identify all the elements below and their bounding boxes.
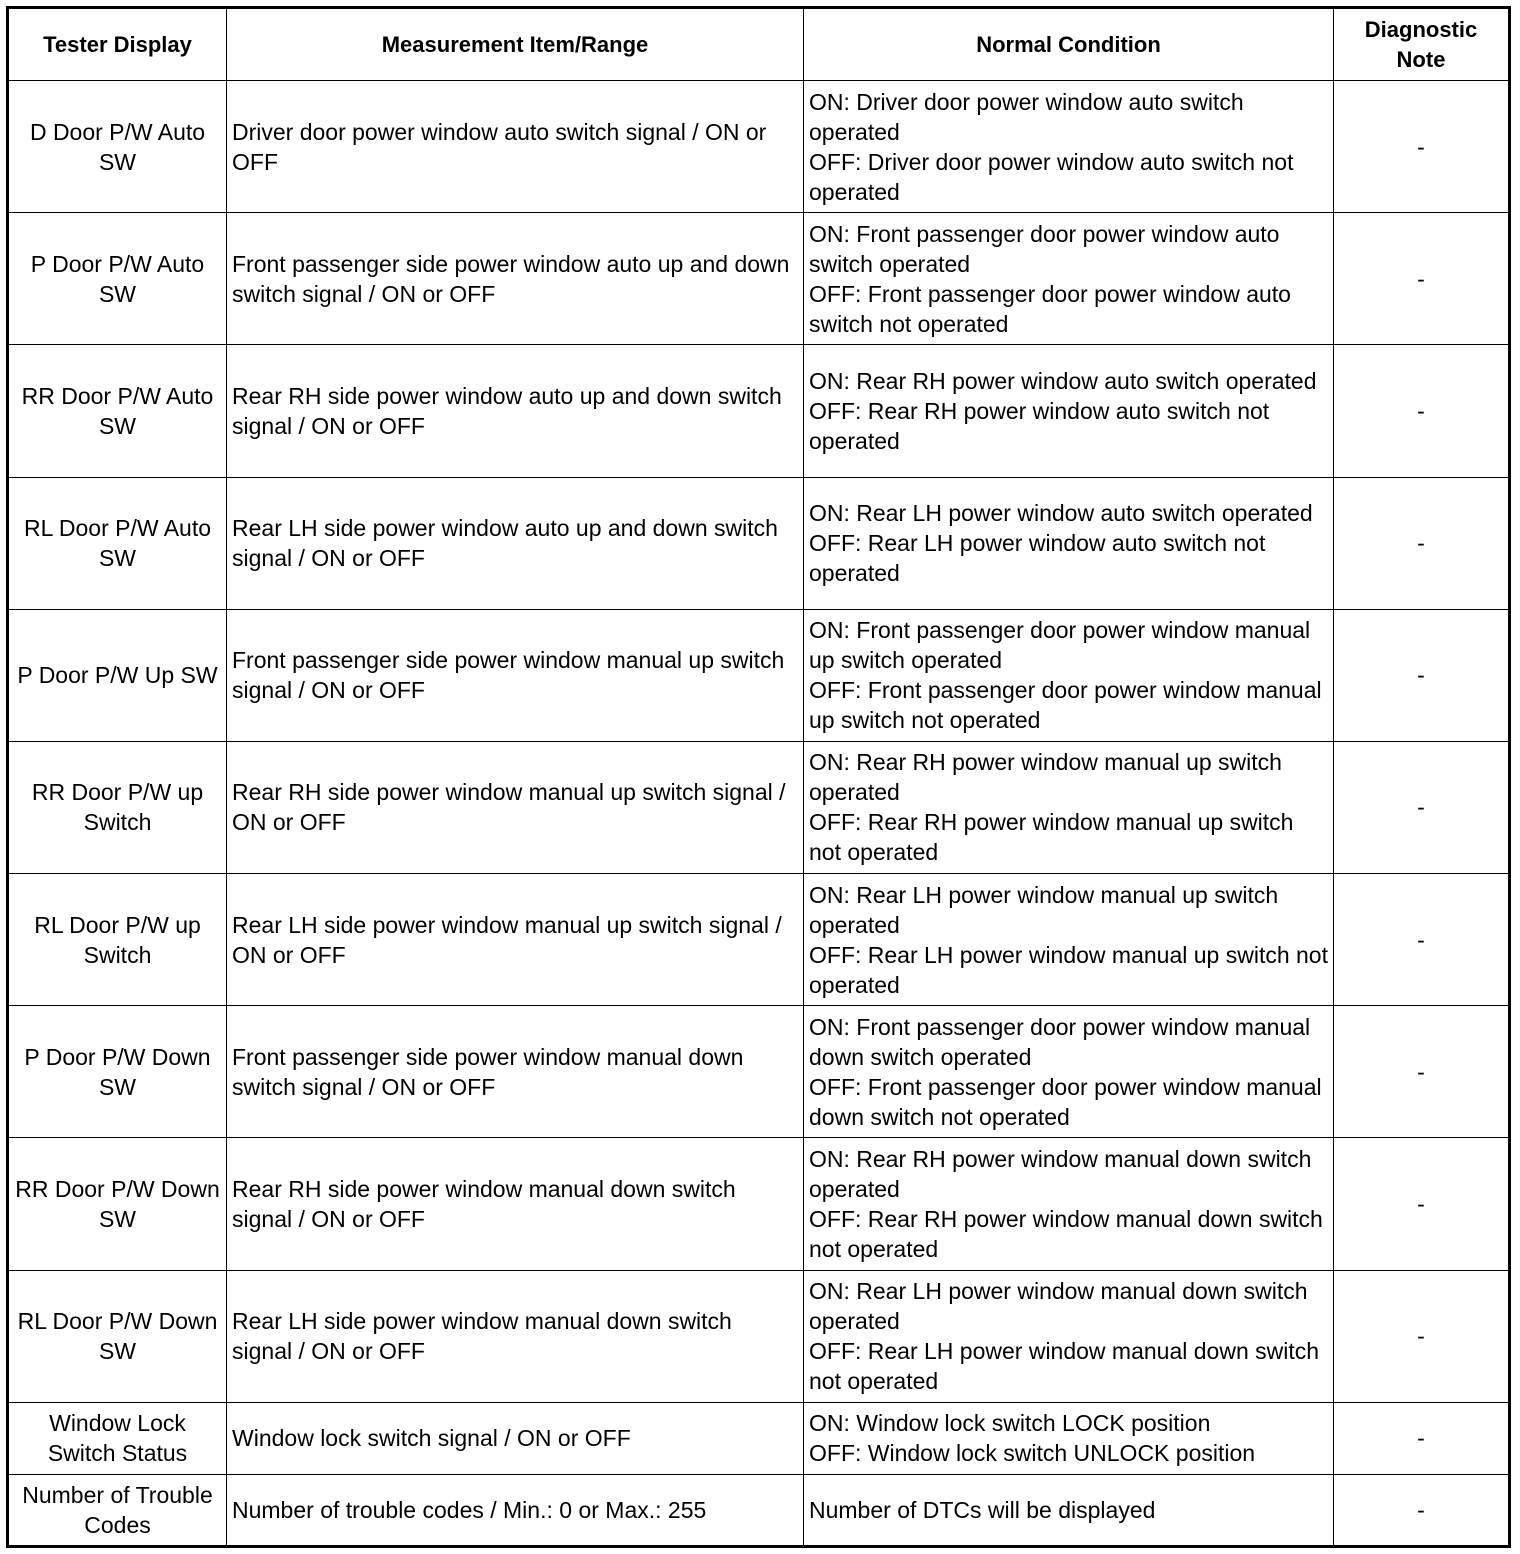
tester-display-cell: P Door P/W Down SW bbox=[8, 1006, 227, 1138]
normal-off-text: OFF: Window lock switch UNLOCK position bbox=[809, 1440, 1256, 1467]
diagnostic-note-cell: - bbox=[1334, 1402, 1510, 1474]
tester-display-cell: D Door P/W Auto SW bbox=[8, 81, 227, 213]
normal-condition-cell bbox=[804, 1138, 1334, 1270]
diagnostic-data-table bbox=[6, 6, 1511, 1548]
table-header-row bbox=[8, 8, 1510, 81]
diagnostic-note-cell: - bbox=[1334, 477, 1510, 609]
normal-on-text: ON: Front passenger door power window manual down switch operated bbox=[809, 1013, 1311, 1070]
measurement-cell: Window lock switch signal / ON or OFF bbox=[227, 1402, 804, 1474]
header-normal-condition: Normal Condition bbox=[804, 8, 1334, 81]
table-row bbox=[8, 741, 1510, 873]
table-row bbox=[8, 1402, 1510, 1474]
tester-display-cell: P Door P/W Up SW bbox=[8, 609, 227, 741]
measurement-cell: Front passenger side power window manual up switch signal / ON or OFF bbox=[227, 609, 804, 741]
header-measurement-item: Measurement Item/Range bbox=[227, 8, 804, 81]
table-row bbox=[8, 1270, 1510, 1402]
normal-condition-cell bbox=[804, 345, 1334, 477]
normal-condition-cell bbox=[804, 741, 1334, 873]
normal-condition-cell: Number of DTCs will be displayed bbox=[804, 1474, 1334, 1546]
table-row bbox=[8, 213, 1510, 345]
normal-off-text: OFF: Front passenger door power window manual down switch not operated bbox=[809, 1073, 1322, 1130]
tester-display-cell: Window Lock Switch Status bbox=[8, 1402, 227, 1474]
normal-condition-cell bbox=[804, 213, 1334, 345]
table-row bbox=[8, 609, 1510, 741]
header-diagnostic-note: Diagnostic Note bbox=[1334, 8, 1510, 81]
measurement-cell: Rear LH side power window manual down switch signal / ON or OFF bbox=[227, 1270, 804, 1402]
diagnostic-note-cell: - bbox=[1334, 874, 1510, 1006]
normal-on-text: ON: Driver door power window auto switch operated bbox=[809, 88, 1244, 145]
normal-on-text: ON: Rear RH power window manual up switch operated bbox=[809, 749, 1282, 806]
tester-display-cell: RL Door P/W Down SW bbox=[8, 1270, 227, 1402]
tester-display-cell: RR Door P/W Auto SW bbox=[8, 345, 227, 477]
tester-display-cell: P Door P/W Auto SW bbox=[8, 213, 227, 345]
normal-on-text: ON: Rear LH power window manual up switch operated bbox=[809, 881, 1279, 938]
table-row bbox=[8, 345, 1510, 477]
diagnostic-note-cell: - bbox=[1334, 345, 1510, 477]
table-row bbox=[8, 1138, 1510, 1270]
diagnostic-note-cell: - bbox=[1334, 609, 1510, 741]
normal-off-text: OFF: Rear RH power window manual down switch not operated bbox=[809, 1205, 1323, 1262]
tester-display-cell: RR Door P/W up Switch bbox=[8, 741, 227, 873]
table-row bbox=[8, 477, 1510, 609]
normal-off-text: OFF: Front passenger door power window auto switch not operated bbox=[809, 280, 1291, 337]
normal-condition-cell bbox=[804, 477, 1334, 609]
diagnostic-note-cell: - bbox=[1334, 1006, 1510, 1138]
diagnostic-note-cell: - bbox=[1334, 1138, 1510, 1270]
normal-on-text: ON: Front passenger door power window manual up switch operated bbox=[809, 617, 1311, 674]
normal-condition-cell bbox=[804, 1270, 1334, 1402]
diagnostic-note-cell: - bbox=[1334, 741, 1510, 873]
diagnostic-note-cell: - bbox=[1334, 1270, 1510, 1402]
normal-off-text: OFF: Front passenger door power window manual up switch not operated bbox=[809, 677, 1322, 734]
header-tester-display: Tester Display bbox=[8, 8, 227, 81]
measurement-cell: Front passenger side power window auto up and down switch signal / ON or OFF bbox=[227, 213, 804, 345]
diagnostic-note-cell: - bbox=[1334, 1474, 1510, 1546]
normal-condition-cell bbox=[804, 1402, 1334, 1474]
measurement-cell: Rear RH side power window auto up and down switch signal / ON or OFF bbox=[227, 345, 804, 477]
tester-display-cell: RL Door P/W Auto SW bbox=[8, 477, 227, 609]
table-row bbox=[8, 1006, 1510, 1138]
normal-condition-cell bbox=[804, 874, 1334, 1006]
normal-off-text: OFF: Driver door power window auto switch not operated bbox=[809, 148, 1294, 205]
measurement-cell: Rear RH side power window manual up switch signal / ON or OFF bbox=[227, 741, 804, 873]
diagnostic-note-cell: - bbox=[1334, 213, 1510, 345]
normal-condition-cell bbox=[804, 609, 1334, 741]
tester-display-cell: RL Door P/W up Switch bbox=[8, 874, 227, 1006]
normal-on-text: ON: Rear LH power window auto switch operated bbox=[809, 500, 1313, 527]
measurement-cell: Driver door power window auto switch signal / ON or OFF bbox=[227, 81, 804, 213]
normal-off-text: OFF: Rear LH power window manual up switch not operated bbox=[809, 941, 1328, 998]
tester-display-cell: RR Door P/W Down SW bbox=[8, 1138, 227, 1270]
tester-display-cell: Number of Trouble Codes bbox=[8, 1474, 227, 1546]
normal-off-text: OFF: Rear RH power window manual up switch not operated bbox=[809, 809, 1294, 866]
table-row bbox=[8, 81, 1510, 213]
normal-condition-cell bbox=[804, 81, 1334, 213]
measurement-cell: Rear LH side power window manual up switch signal / ON or OFF bbox=[227, 874, 804, 1006]
measurement-cell: Front passenger side power window manual down switch signal / ON or OFF bbox=[227, 1006, 804, 1138]
normal-on-text: ON: Rear RH power window auto switch operated bbox=[809, 367, 1317, 394]
table-row bbox=[8, 1474, 1510, 1546]
normal-condition-cell bbox=[804, 1006, 1334, 1138]
normal-on-text: ON: Rear RH power window manual down switch operated bbox=[809, 1145, 1312, 1202]
normal-off-text: OFF: Rear LH power window auto switch not operated bbox=[809, 530, 1266, 587]
table-row bbox=[8, 874, 1510, 1006]
measurement-cell: Rear RH side power window manual down switch signal / ON or OFF bbox=[227, 1138, 804, 1270]
normal-on-text: ON: Window lock switch LOCK position bbox=[809, 1410, 1211, 1437]
normal-off-text: OFF: Rear LH power window manual down switch not operated bbox=[809, 1338, 1320, 1395]
measurement-cell: Rear LH side power window auto up and down switch signal / ON or OFF bbox=[227, 477, 804, 609]
normal-on-text: ON: Rear LH power window manual down switch operated bbox=[809, 1278, 1308, 1335]
normal-off-text: OFF: Rear RH power window auto switch not operated bbox=[809, 397, 1270, 454]
measurement-cell: Number of trouble codes / Min.: 0 or Max.: 255 bbox=[227, 1474, 804, 1546]
diagnostic-note-cell: - bbox=[1334, 81, 1510, 213]
normal-on-text: ON: Front passenger door power window auto switch operated bbox=[809, 220, 1280, 277]
